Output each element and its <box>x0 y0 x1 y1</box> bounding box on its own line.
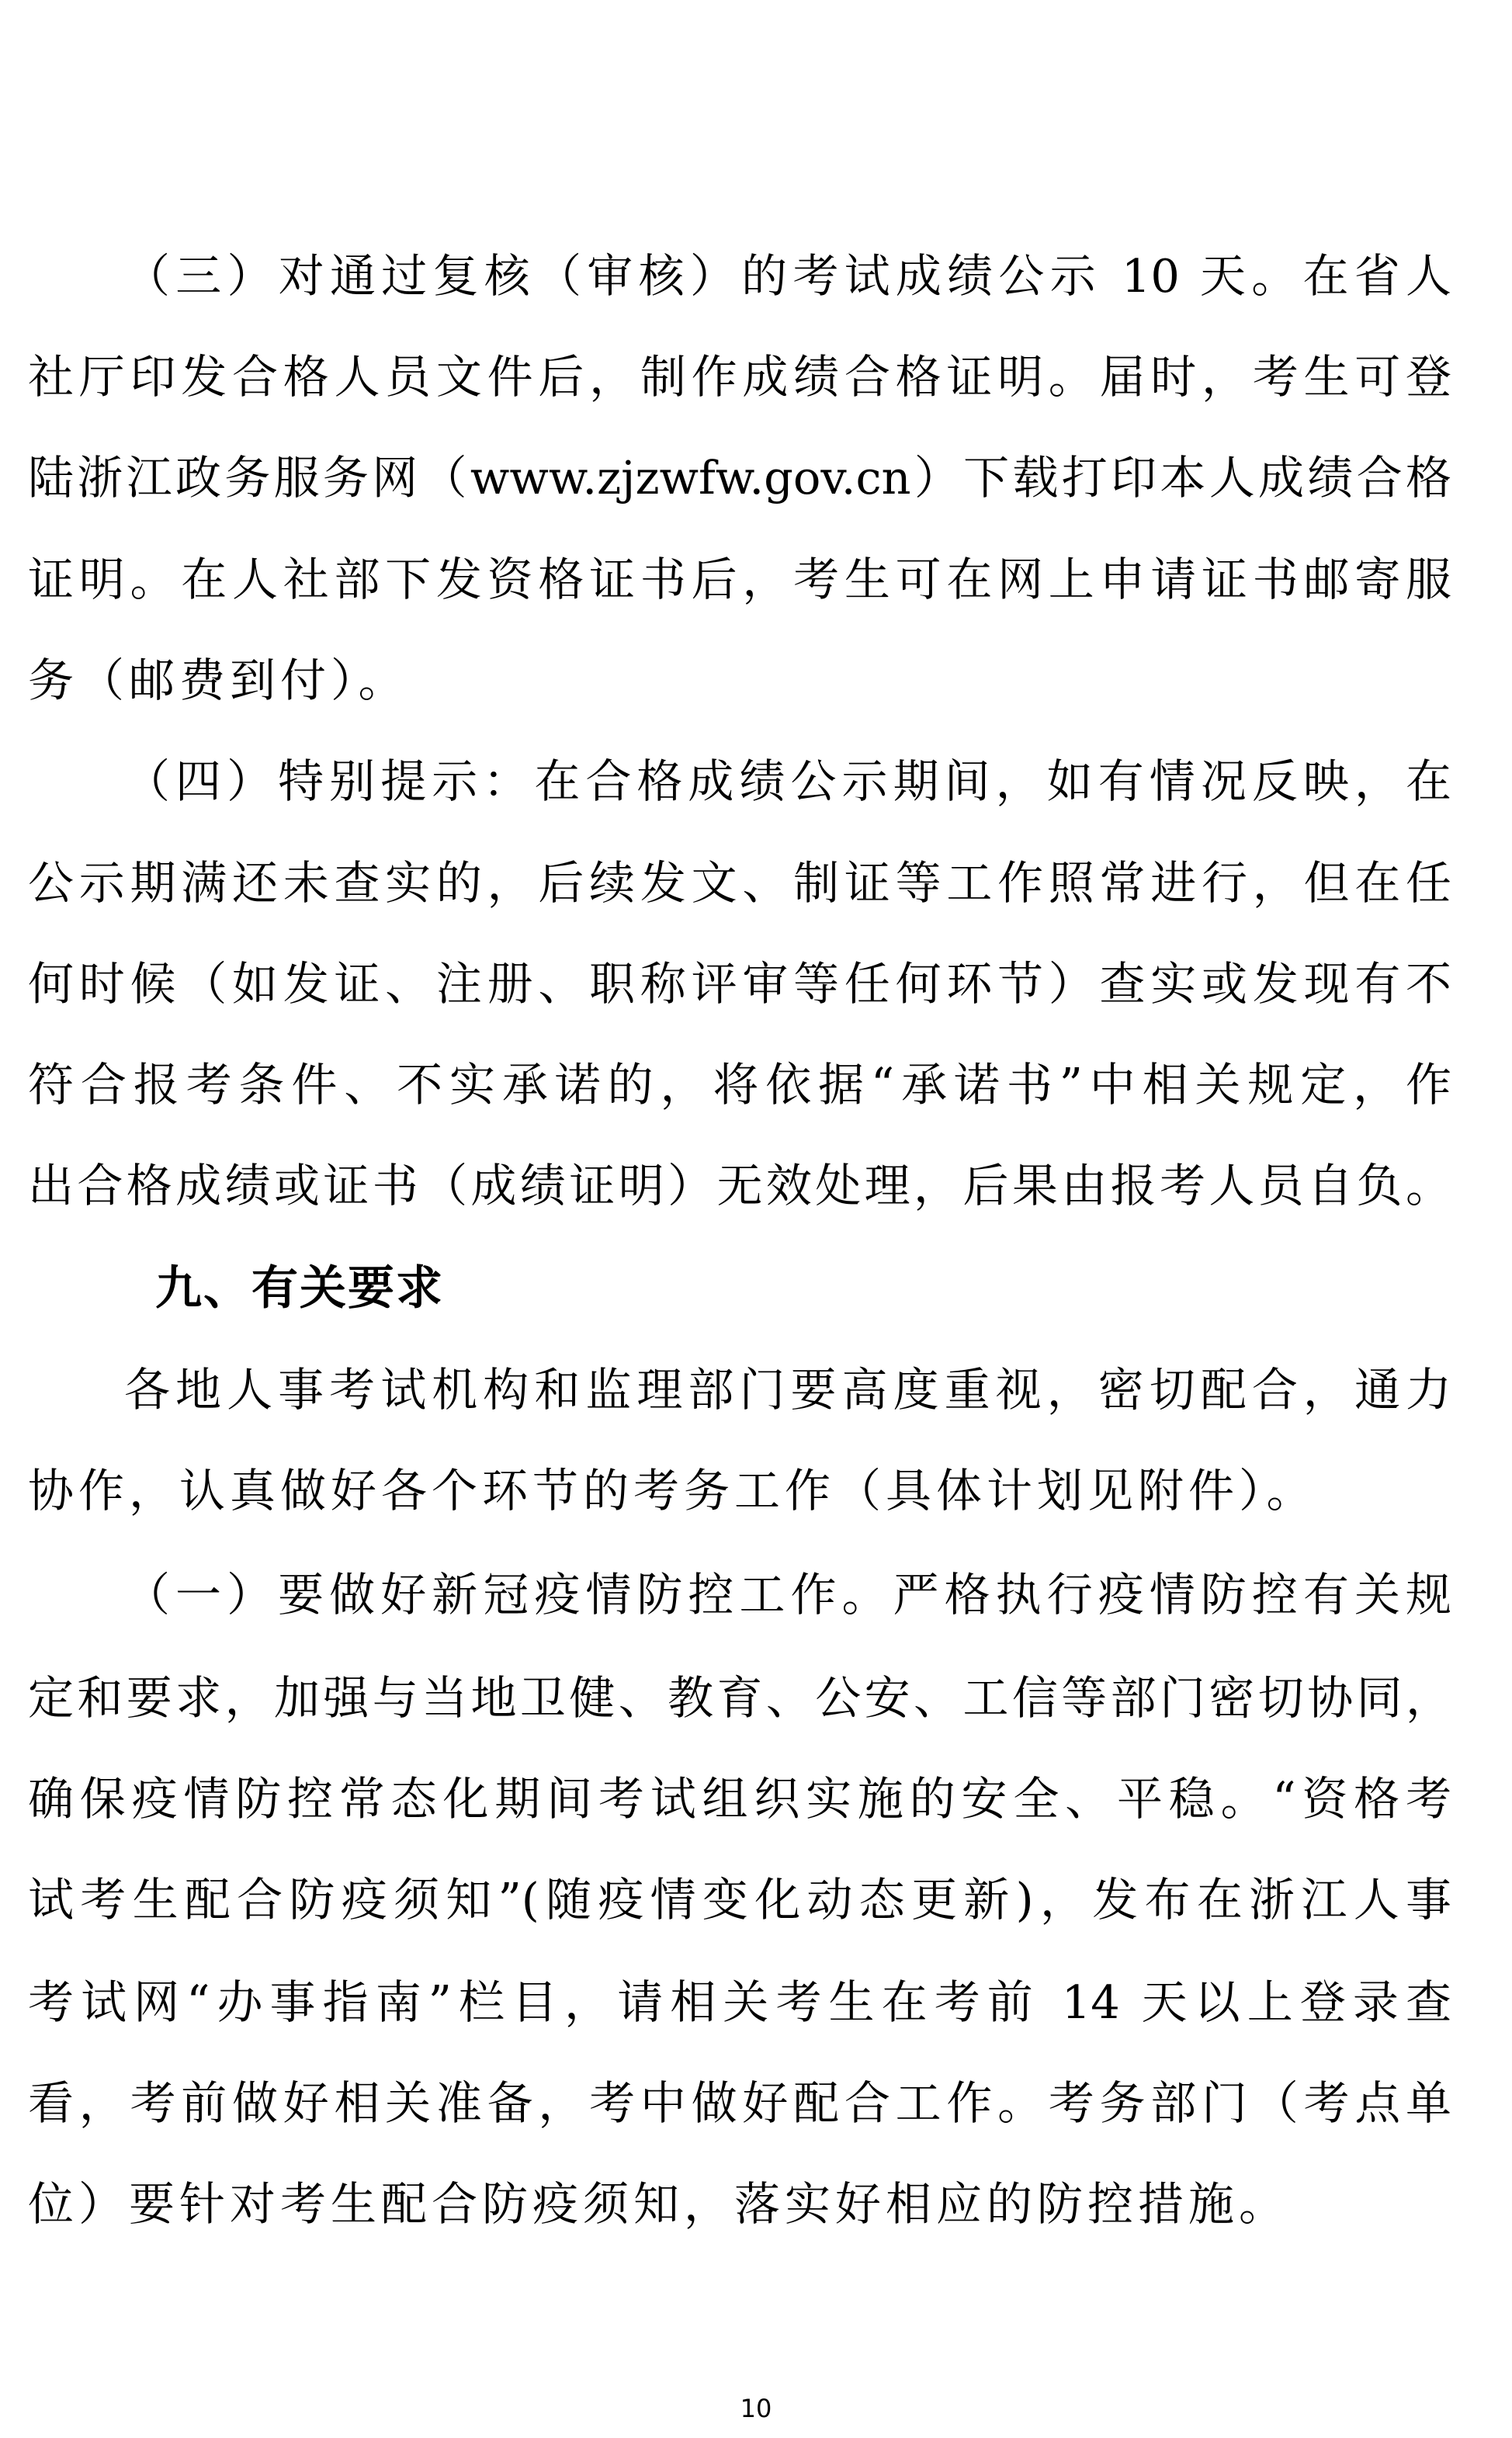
paragraph-3-line-3: 陆浙江政务服务网（www.zjzwfw.gov.cn）下载打印本人成绩合格 <box>28 451 1451 505</box>
paragraph-3-line-4: 证明。在人社部下发资格证书后，考生可在网上申请证书邮寄服 <box>28 553 1451 606</box>
paragraph-4-line-3: 何时候（如发证、注册、职称评审等任何环节）查实或发现有不 <box>28 957 1451 1011</box>
section-9-item-1-line-3: 确保疫情防控常态化期间考试组织实施的安全、平稳。“资格考 <box>28 1772 1451 1826</box>
paragraph-4-line-4: 符合报考条件、不实承诺的，将依据“承诺书”中相关规定，作 <box>28 1058 1451 1111</box>
section-9-item-1-line-7: 位）要针对考生配合防疫须知，落实好相应的防控措施。 <box>28 2177 1290 2231</box>
section-heading: 九、有关要求 <box>155 1261 444 1316</box>
paragraph-3-line-1: （三）对通过复核（审核）的考试成绩公示 10 天。在省人 <box>124 249 1451 303</box>
section-9-intro-line-2: 协作，认真做好各个环节的考务工作（具体计划见附件）。 <box>28 1464 1317 1517</box>
paragraph-4-line-1: （四）特别提示：在合格成绩公示期间，如有情况反映，在 <box>124 754 1451 808</box>
paragraph-4-line-5: 出合格成绩或证书（成绩证明）无效处理，后果由报考人员自负。 <box>28 1159 1451 1212</box>
section-9-item-1-line-6: 看，考前做好相关准备，考中做好配合工作。考务部门（考点单 <box>28 2076 1451 2130</box>
page-number: 10 <box>740 2394 772 2423</box>
section-9-intro-line-1: 各地人事考试机构和监理部门要高度重视，密切配合，通力 <box>124 1363 1451 1417</box>
section-9-item-1-line-4: 试考生配合防疫须知”(随疫情变化动态更新)，发布在浙江人事 <box>28 1873 1451 1926</box>
section-9-item-1-line-5: 考试网“办事指南”栏目，请相关考生在考前 14 天以上登录查 <box>28 1975 1451 2029</box>
paragraph-3-line-2: 社厅印发合格人员文件后，制作成绩合格证明。届时，考生可登 <box>28 350 1451 404</box>
section-9-item-1-line-1: （一）要做好新冠疫情防控工作。严格执行疫情防控有关规 <box>124 1568 1451 1621</box>
paragraph-3-line-5: 务（邮费到付）。 <box>28 654 409 707</box>
paragraph-4-line-2: 公示期满还未查实的，后续发文、制证等工作照常进行，但在任 <box>28 856 1451 910</box>
section-9-item-1-line-2: 定和要求，加强与当地卫健、教育、公安、工信等部门密切协同， <box>28 1671 1451 1725</box>
